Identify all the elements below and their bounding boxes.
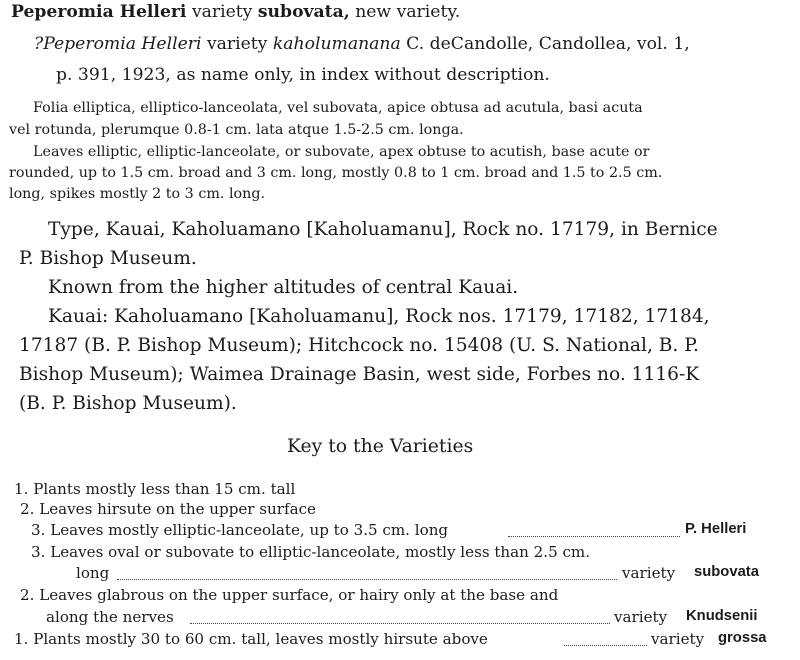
synonym-citation: C. deCandolle, Candollea, vol. 1, [406, 34, 690, 54]
key-entry-4-text: 3. Leaves oval or subovate to elliptic-lanceolate, mostly less than 2.5 cm. [31, 543, 591, 561]
specimens-line-2: 17187 (B. P. Bishop Museum); Hitchcock no. 15408 (U. S. National, B. P. [19, 335, 699, 356]
english-description-line-1: Leaves elliptic, elliptic-lanceolate, or subovate, apex obtuse to acutish, base acute or [33, 144, 650, 160]
key-entry-2: 2. Leaves hirsute on the upper surface [20, 500, 316, 518]
synonym-line-1 [34, 36, 690, 53]
english-description-line-3: long, spikes mostly 2 to 3 cm. long. [9, 186, 266, 202]
synonym-name: ?Peperomia Helleri [34, 34, 202, 54]
species-name: Peperomia Helleri [11, 2, 187, 22]
key-entry-3-result: P. Helleri [685, 521, 747, 537]
variety-name: subovata, [257, 2, 350, 22]
key-entry-5-text: 2. Leaves glabrous on the upper surface, or hairy only at the base and [20, 586, 559, 604]
synonym-line-2: p. 391, 1923, as name only, in index without description. [56, 65, 550, 85]
key-entry-4-prefix: variety [622, 564, 676, 582]
english-description-line-2: rounded, up to 1.5 cm. broad and 3 cm. long, mostly 0.8 to 1 cm. broad and 1.5 to 2.5 cm. [9, 165, 663, 181]
specimens-line-3: Bishop Museum); Waimea Drainage Basin, west side, Forbes no. 1116-K [19, 364, 700, 385]
key-entry-6-prefix: variety [651, 630, 705, 648]
key-entry-5-leader [190, 623, 610, 624]
key-entry-4-result: subovata [694, 564, 759, 580]
key-entry-6-text: 1. Plants mostly 30 to 60 cm. tall, leaves mostly hirsute above [14, 630, 488, 648]
distribution-note: Known from the higher altitudes of central Kauai. [48, 277, 519, 298]
type-line-1: Type, Kauai, Kaholuamano [Kaholuamanu], Rock no. 17179, in Bernice [48, 219, 718, 240]
key-entry-5-cont: along the nerves [46, 608, 174, 626]
key-entry-3-text: 3. Leaves mostly elliptic-lanceolate, up to 3.5 cm. long [31, 521, 449, 539]
latin-description-line-2: vel rotunda, plerumque 0.8-1 cm. lata atque 1.5-2.5 cm. longa. [9, 122, 464, 138]
variety-word: variety [191, 2, 253, 22]
key-entry-6-leader [564, 645, 647, 646]
key-entry-5-result: Knudsenii [686, 608, 758, 624]
key-entry-1: 1. Plants mostly less than 15 cm. tall [14, 480, 296, 498]
heading-tail: new variety. [355, 2, 461, 22]
key-entry-4-cont: long [76, 564, 110, 582]
latin-description-line-1: Folia elliptica, elliptico-lanceolata, vel subovata, apice obtusa ad acutula, basi acuta [33, 100, 643, 116]
key-entry-4-leader [117, 579, 617, 580]
key-entry-6-result: grossa [718, 630, 767, 646]
species-heading [11, 4, 460, 21]
key-title: Key to the Varieties [287, 436, 474, 457]
key-entry-3-leader [508, 536, 680, 537]
specimens-line-4: (B. P. Bishop Museum). [19, 393, 237, 414]
synonym-variety: kaholumanana [272, 34, 401, 54]
type-line-2: P. Bishop Museum. [19, 248, 197, 269]
key-entry-5-prefix: variety [614, 608, 668, 626]
specimens-line-1: Kauai: Kaholuamano [Kaholuamanu], Rock nos. 17179, 17182, 17184, [48, 306, 710, 327]
synonym-variety-word: variety [206, 34, 268, 54]
